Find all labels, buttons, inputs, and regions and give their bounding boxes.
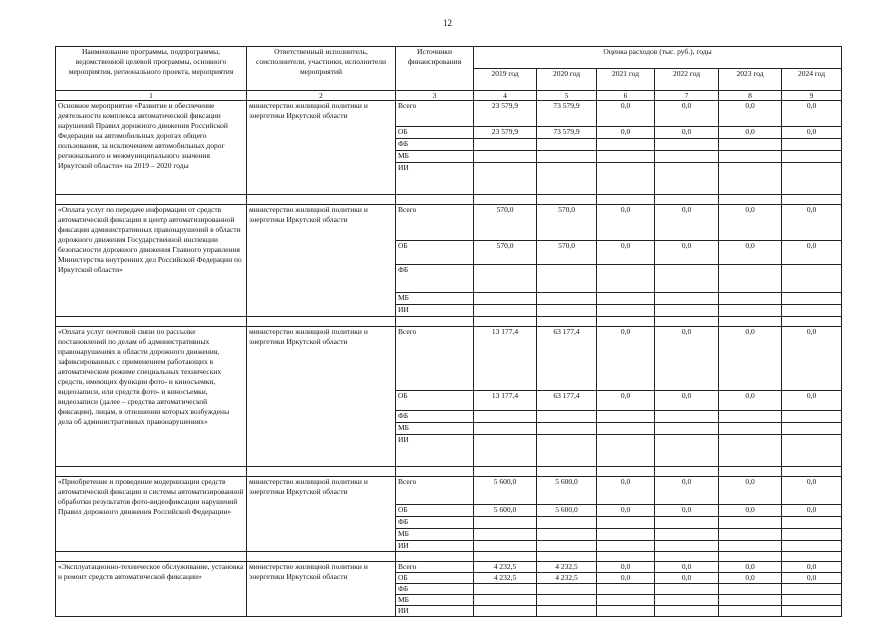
amount-cell: 0,0 — [782, 101, 842, 127]
amount-cell — [655, 595, 719, 606]
amount-cell — [782, 541, 842, 552]
amount-cell — [474, 435, 537, 467]
amount-cell: 23 579,9 — [474, 101, 537, 127]
activity-name: «Эксплуатационно-техническое обслуживание, установка и ремонт средств автоматической фиксации» — [56, 562, 247, 617]
amount-cell — [782, 606, 842, 617]
block-gap — [56, 195, 842, 205]
amount-cell — [474, 423, 537, 435]
amount-cell — [474, 411, 537, 423]
gap-cell — [247, 467, 396, 477]
funding-source: ФБ — [396, 584, 474, 595]
amount-cell — [537, 606, 597, 617]
amount-cell: 0,0 — [719, 101, 782, 127]
amount-cell — [782, 151, 842, 163]
gap-cell — [247, 317, 396, 327]
amount-cell — [597, 139, 655, 151]
header-year: 2020 год — [537, 69, 597, 91]
amount-cell: 4 232,5 — [474, 573, 537, 584]
header-name: Наименование программы, подпрограммы, ведомственной целевой программы, основного мероприятия, регионального проекта, мероприятия — [56, 47, 247, 91]
amount-cell — [655, 423, 719, 435]
gap-cell — [396, 317, 474, 327]
header-year: 2021 год — [597, 69, 655, 91]
gap-cell — [474, 467, 537, 477]
table-row — [56, 477, 842, 505]
amount-cell — [719, 517, 782, 529]
amount-cell: 0,0 — [597, 477, 655, 505]
gap-cell — [56, 467, 247, 477]
table-row — [56, 327, 842, 391]
amount-cell: 0,0 — [719, 477, 782, 505]
page-number: 12 — [443, 18, 452, 28]
header-estimate: Оценка расходов (тыс. руб.), годы — [474, 47, 842, 69]
amount-cell: 13 177,4 — [474, 327, 537, 391]
amount-cell — [719, 435, 782, 467]
amount-cell: 0,0 — [655, 505, 719, 517]
amount-cell — [537, 517, 597, 529]
amount-cell — [782, 423, 842, 435]
amount-cell: 0,0 — [597, 205, 655, 241]
amount-cell — [655, 584, 719, 595]
amount-cell: 0,0 — [655, 573, 719, 584]
amount-cell — [782, 305, 842, 317]
amount-cell — [474, 151, 537, 163]
funding-source: ИИ — [396, 305, 474, 317]
gap-cell — [537, 467, 597, 477]
gap-cell — [782, 195, 842, 205]
amount-cell — [782, 435, 842, 467]
header-year: 2023 год — [719, 69, 782, 91]
amount-cell: 73 579,9 — [537, 127, 597, 139]
funding-source: ОБ — [396, 573, 474, 584]
gap-cell — [719, 195, 782, 205]
amount-cell — [782, 293, 842, 305]
header-source: Источники финансирования — [396, 47, 474, 91]
amount-cell — [537, 411, 597, 423]
gap-cell — [719, 317, 782, 327]
amount-cell — [719, 529, 782, 541]
amount-cell — [597, 265, 655, 293]
amount-cell: 0,0 — [719, 205, 782, 241]
amount-cell — [537, 163, 597, 195]
amount-cell — [782, 139, 842, 151]
amount-cell — [655, 606, 719, 617]
amount-cell: 0,0 — [719, 327, 782, 391]
gap-cell — [719, 467, 782, 477]
amount-cell — [719, 411, 782, 423]
amount-cell — [537, 595, 597, 606]
executor-name: министерство жилищной политики и энергетики Иркутской области — [247, 477, 396, 552]
amount-cell — [537, 584, 597, 595]
amount-cell — [474, 517, 537, 529]
amount-cell: 0,0 — [597, 505, 655, 517]
amount-cell — [597, 151, 655, 163]
column-number: 5 — [537, 91, 597, 101]
amount-cell — [537, 423, 597, 435]
amount-cell — [474, 584, 537, 595]
executor-name: министерство жилищной политики и энергетики Иркутской области — [247, 205, 396, 317]
amount-cell: 0,0 — [782, 391, 842, 411]
amount-cell: 570,0 — [537, 241, 597, 265]
amount-cell: 0,0 — [782, 573, 842, 584]
funding-source: ОБ — [396, 127, 474, 139]
amount-cell: 13 177,4 — [474, 391, 537, 411]
amount-cell: 63 177,4 — [537, 327, 597, 391]
amount-cell: 0,0 — [719, 505, 782, 517]
column-number: 3 — [396, 91, 474, 101]
funding-source: ОБ — [396, 241, 474, 265]
amount-cell: 0,0 — [655, 327, 719, 391]
amount-cell — [537, 435, 597, 467]
amount-cell — [597, 435, 655, 467]
amount-cell — [597, 606, 655, 617]
amount-cell — [782, 163, 842, 195]
amount-cell: 5 600,0 — [474, 505, 537, 517]
amount-cell — [474, 265, 537, 293]
gap-cell — [655, 552, 719, 562]
amount-cell — [597, 293, 655, 305]
header-executor: Ответственный исполнитель, соисполнители, участники, исполнители мероприятий — [247, 47, 396, 91]
amount-cell — [655, 305, 719, 317]
amount-cell: 0,0 — [597, 562, 655, 573]
amount-cell: 73 579,9 — [537, 101, 597, 127]
funding-source: ФБ — [396, 139, 474, 151]
amount-cell — [719, 541, 782, 552]
table-row — [56, 562, 842, 573]
gap-cell — [537, 195, 597, 205]
executor-name: министерство жилищной политики и энергетики Иркутской области — [247, 562, 396, 617]
amount-cell: 0,0 — [782, 241, 842, 265]
column-numbers-row — [56, 91, 842, 101]
amount-cell — [655, 517, 719, 529]
funding-source: Всего — [396, 327, 474, 391]
table-body — [56, 101, 842, 617]
amount-cell — [655, 151, 719, 163]
column-number: 7 — [655, 91, 719, 101]
gap-cell — [474, 317, 537, 327]
amount-cell — [597, 529, 655, 541]
amount-cell: 5 600,0 — [537, 477, 597, 505]
executor-name: министерство жилищной политики и энергетики Иркутской области — [247, 101, 396, 195]
amount-cell: 0,0 — [719, 391, 782, 411]
amount-cell — [782, 517, 842, 529]
funding-source: Всего — [396, 562, 474, 573]
gap-cell — [56, 317, 247, 327]
amount-cell — [655, 163, 719, 195]
gap-cell — [247, 552, 396, 562]
gap-cell — [719, 552, 782, 562]
funding-source: ИИ — [396, 606, 474, 617]
amount-cell: 570,0 — [474, 205, 537, 241]
funding-source: ФБ — [396, 411, 474, 423]
amount-cell — [719, 595, 782, 606]
amount-cell: 0,0 — [782, 505, 842, 517]
header-year: 2022 год — [655, 69, 719, 91]
gap-cell — [474, 195, 537, 205]
amount-cell — [597, 517, 655, 529]
amount-cell: 0,0 — [655, 101, 719, 127]
amount-cell — [655, 435, 719, 467]
amount-cell: 0,0 — [655, 391, 719, 411]
amount-cell: 5 600,0 — [537, 505, 597, 517]
gap-cell — [782, 552, 842, 562]
amount-cell: 0,0 — [597, 327, 655, 391]
amount-cell: 0,0 — [655, 562, 719, 573]
amount-cell — [474, 305, 537, 317]
amount-cell — [719, 293, 782, 305]
amount-cell — [719, 584, 782, 595]
gap-cell — [537, 552, 597, 562]
amount-cell — [537, 305, 597, 317]
amount-cell — [597, 305, 655, 317]
amount-cell — [537, 541, 597, 552]
amount-cell — [719, 305, 782, 317]
amount-cell — [597, 423, 655, 435]
amount-cell: 0,0 — [782, 327, 842, 391]
amount-cell — [537, 151, 597, 163]
amount-cell: 570,0 — [474, 241, 537, 265]
amount-cell — [782, 595, 842, 606]
funding-source: Всего — [396, 101, 474, 127]
amount-cell — [597, 163, 655, 195]
amount-cell: 0,0 — [597, 101, 655, 127]
gap-cell — [655, 195, 719, 205]
funding-source: МБ — [396, 293, 474, 305]
amount-cell — [597, 541, 655, 552]
amount-cell — [537, 139, 597, 151]
amount-cell — [719, 151, 782, 163]
amount-cell — [719, 163, 782, 195]
amount-cell: 0,0 — [655, 241, 719, 265]
table-row — [56, 101, 842, 127]
amount-cell — [537, 293, 597, 305]
amount-cell: 0,0 — [782, 477, 842, 505]
amount-cell: 0,0 — [719, 241, 782, 265]
amount-cell — [655, 139, 719, 151]
amount-cell — [719, 139, 782, 151]
gap-cell — [597, 317, 655, 327]
amount-cell — [655, 411, 719, 423]
block-gap — [56, 467, 842, 477]
gap-cell — [782, 317, 842, 327]
amount-cell — [719, 606, 782, 617]
amount-cell: 0,0 — [597, 127, 655, 139]
amount-cell — [597, 411, 655, 423]
amount-cell — [782, 411, 842, 423]
funding-source: Всего — [396, 205, 474, 241]
funding-source: ФБ — [396, 517, 474, 529]
table-row — [56, 205, 842, 241]
amount-cell — [474, 163, 537, 195]
funding-source: ИИ — [396, 541, 474, 552]
amount-cell: 23 579,9 — [474, 127, 537, 139]
gap-cell — [56, 195, 247, 205]
funding-source: ИИ — [396, 435, 474, 467]
amount-cell: 0,0 — [655, 127, 719, 139]
amount-cell: 0,0 — [597, 241, 655, 265]
amount-cell: 0,0 — [597, 391, 655, 411]
column-number: 1 — [56, 91, 247, 101]
amount-cell — [655, 265, 719, 293]
gap-cell — [396, 552, 474, 562]
gap-cell — [597, 195, 655, 205]
expense-table — [55, 46, 842, 617]
funding-source: ИИ — [396, 163, 474, 195]
amount-cell — [474, 541, 537, 552]
amount-cell — [474, 139, 537, 151]
amount-cell — [537, 529, 597, 541]
amount-cell — [719, 423, 782, 435]
funding-source: Всего — [396, 477, 474, 505]
amount-cell: 0,0 — [655, 205, 719, 241]
gap-cell — [396, 195, 474, 205]
column-number: 2 — [247, 91, 396, 101]
amount-cell: 0,0 — [719, 573, 782, 584]
executor-name: министерство жилищной политики и энергетики Иркутской области — [247, 327, 396, 467]
amount-cell — [782, 529, 842, 541]
funding-source: МБ — [396, 423, 474, 435]
amount-cell — [474, 595, 537, 606]
gap-cell — [247, 195, 396, 205]
gap-cell — [537, 317, 597, 327]
amount-cell: 4 232,5 — [537, 573, 597, 584]
amount-cell — [597, 584, 655, 595]
amount-cell: 0,0 — [719, 562, 782, 573]
funding-source: МБ — [396, 595, 474, 606]
column-number: 9 — [782, 91, 842, 101]
amount-cell: 0,0 — [719, 127, 782, 139]
activity-name: «Оплата услуг по передаче информации от средств автоматической фиксации в центр автоматизированной фиксации административных правонарушений в области дорожного движения Государственной инспекции безопасности дорожного движения Главного управления Министерства внутренних дел Российской Федерации по Иркутской области» — [56, 205, 247, 317]
table-header — [56, 47, 842, 101]
amount-cell: 0,0 — [655, 477, 719, 505]
amount-cell: 4 232,5 — [474, 562, 537, 573]
activity-name: Основное мероприятие «Развитие и обеспечение деятельности комплекса автоматической фиксации нарушений Правил дорожного движения Российской Федерации на автомобильных дорогах общего пользования, за исключением автомобильных дорог регионального и межмуниципального значения Иркутской области» на 2019 – 2020 годы — [56, 101, 247, 195]
amount-cell: 0,0 — [782, 562, 842, 573]
column-number: 4 — [474, 91, 537, 101]
amount-cell — [474, 606, 537, 617]
block-gap — [56, 552, 842, 562]
amount-cell: 5 600,0 — [474, 477, 537, 505]
header-year: 2024 год — [782, 69, 842, 91]
funding-source: МБ — [396, 529, 474, 541]
column-number: 8 — [719, 91, 782, 101]
funding-source: ОБ — [396, 391, 474, 411]
amount-cell — [474, 293, 537, 305]
amount-cell — [655, 293, 719, 305]
gap-cell — [782, 467, 842, 477]
gap-cell — [597, 552, 655, 562]
amount-cell: 0,0 — [597, 573, 655, 584]
amount-cell: 570,0 — [537, 205, 597, 241]
amount-cell — [537, 265, 597, 293]
gap-cell — [655, 467, 719, 477]
header-year: 2019 год — [474, 69, 537, 91]
amount-cell — [782, 265, 842, 293]
gap-cell — [655, 317, 719, 327]
gap-cell — [396, 467, 474, 477]
amount-cell: 0,0 — [782, 205, 842, 241]
amount-cell — [655, 541, 719, 552]
amount-cell — [597, 595, 655, 606]
activity-name: «Приобретение и проведение модернизации средств автоматической фиксации и системы автоматизированной обработки результатов фото-видеофиксации нарушений Правил дорожного движения Российской Федерации» — [56, 477, 247, 552]
amount-cell — [782, 584, 842, 595]
block-gap — [56, 317, 842, 327]
amount-cell — [474, 529, 537, 541]
gap-cell — [474, 552, 537, 562]
gap-cell — [56, 552, 247, 562]
amount-cell: 63 177,4 — [537, 391, 597, 411]
activity-name: «Оплата услуг почтовой связи по рассылке постановлений по делам об административных правонарушениях в области дорожного движения, зафиксированных с применением работающих в автоматическом режиме специальных технических средств, имеющих функции фото- и киносъемки, видеозаписи, или средств фото- и киносъемки, видеозаписи (далее – средства автоматической фиксации), лицам, в отношении которых возбуждены дела об административных правонарушениях» — [56, 327, 247, 467]
funding-source: ФБ — [396, 265, 474, 293]
column-number: 6 — [597, 91, 655, 101]
amount-cell: 0,0 — [782, 127, 842, 139]
funding-source: МБ — [396, 151, 474, 163]
amount-cell — [655, 529, 719, 541]
funding-source: ОБ — [396, 505, 474, 517]
gap-cell — [597, 467, 655, 477]
amount-cell — [719, 265, 782, 293]
amount-cell: 4 232,5 — [537, 562, 597, 573]
